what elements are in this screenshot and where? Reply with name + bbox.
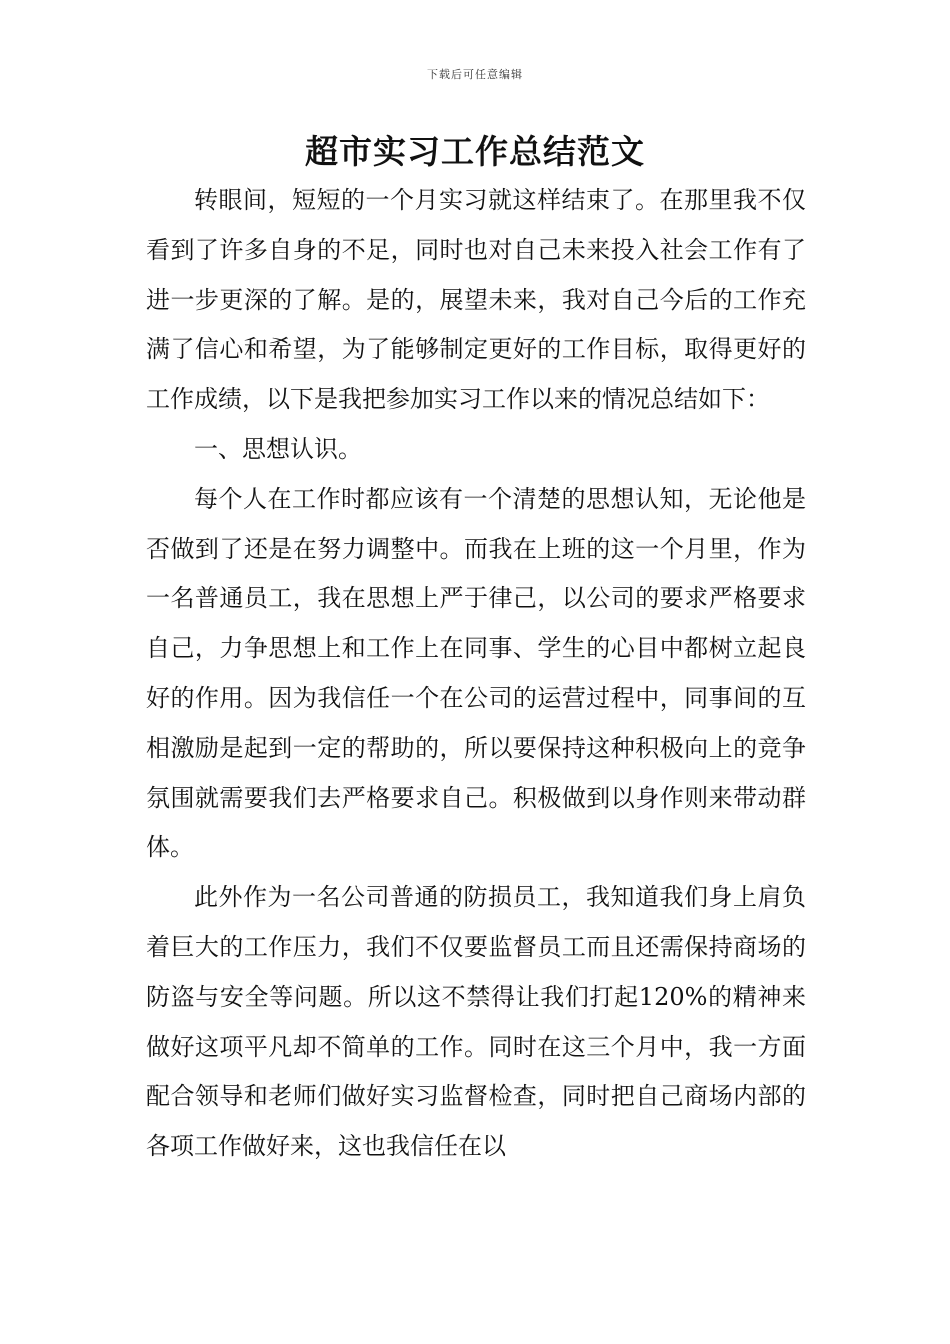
document-title: 超市实习工作总结范文 xyxy=(305,132,645,171)
section-heading-thinking: 一、思想认识。 xyxy=(194,434,362,463)
header-note: 下载后可任意编辑 xyxy=(427,68,523,81)
paragraph-thinking: 每个人在工作时都应该有一个清楚的思想认知，无论他是否做到了还是在努力调整中。而我在上班的这一个月里，作为一名普通员工，我在思想上严于律己，以公司的要求严格要求自己，力争思想上和工作上在同事、学生的心目中都树立起良好的作用。因为我信任一个在公司的运营过程中，同事间的互相激励是起到一定的帮助的，所以要保持这种积极向上的竞争氛围就需要我们去严格要求自己。积极做到以身作则来带动群体。 xyxy=(146,484,806,862)
paragraph-intro: 转眼间，短短的一个月实习就这样结束了。在那里我不仅看到了许多自身的不足，同时也对自己未来投入社会工作有了进一步更深的了解。是的，展望未来，我对自己今后的工作充满了信心和希望，为了能够制定更好的工作目标，取得更好的工作成绩，以下是我把参加实习工作以来的情况总结如下： xyxy=(146,186,806,414)
paragraph-loss-prevention: 此外作为一名公司普通的防损员工，我知道我们身上肩负着巨大的工作压力，我们不仅要监督员工而且还需保持商场的防盗与安全等问题。所以这不禁得让我们打起120%的精神来做好这项平凡却不简单的工作。同时在这三个月中，我一方面配合领导和老师们做好实习监督检查，同时把自己商场内部的各项工作做好来，这也我信任在以 xyxy=(146,883,806,1161)
document-body xyxy=(146,176,806,1172)
